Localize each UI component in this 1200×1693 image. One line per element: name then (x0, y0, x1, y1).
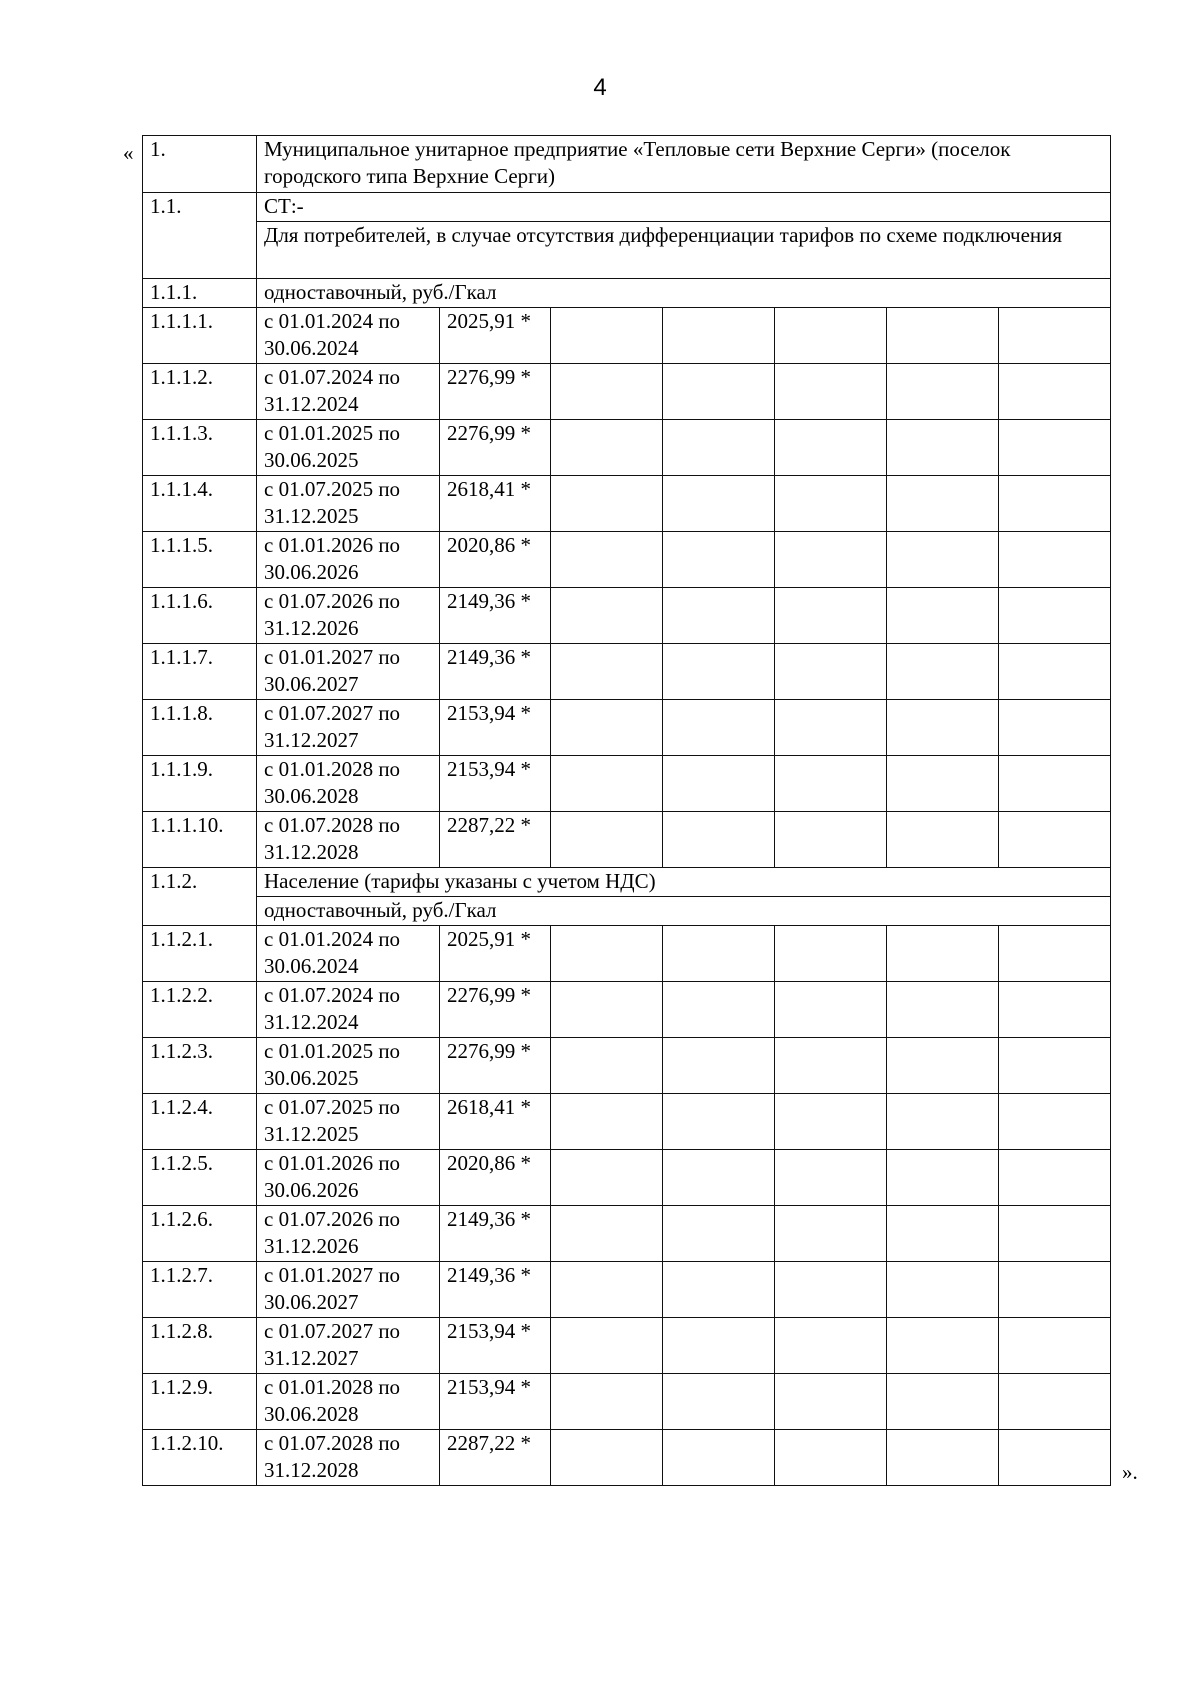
group2-header-row (143, 868, 1111, 897)
empty-cell (663, 588, 775, 644)
empty-cell (887, 532, 999, 588)
empty-cell (663, 1038, 775, 1094)
empty-cell (551, 364, 663, 420)
row-number: 1.1.1.10. (143, 812, 257, 868)
row-number: 1.1.1.7. (143, 644, 257, 700)
row-period: с 01.01.2028 по 30.06.2028 (257, 756, 440, 812)
row-value: 2153,94 * (440, 1318, 551, 1374)
empty-cell (663, 644, 775, 700)
tariff-row (143, 588, 1111, 644)
row-period: с 01.07.2024 по 31.12.2024 (257, 364, 440, 420)
tariff-row (143, 1318, 1111, 1374)
empty-cell (663, 1430, 775, 1486)
empty-cell (887, 588, 999, 644)
empty-cell (775, 1318, 887, 1374)
row-period: с 01.07.2025 по 31.12.2025 (257, 1094, 440, 1150)
empty-cell (551, 1374, 663, 1430)
row-number: 1.1.2.8. (143, 1318, 257, 1374)
empty-cell (775, 420, 887, 476)
org-name: Муниципальное унитарное предприятие «Тепловые сети Верхние Серги» (поселок городского типа Верхние Серги) (257, 136, 1111, 193)
empty-cell (663, 700, 775, 756)
tariff-row (143, 1038, 1111, 1094)
row-value: 2149,36 * (440, 1206, 551, 1262)
row-number: 1.1.2.1. (143, 926, 257, 982)
row-number: 1.1.1.2. (143, 364, 257, 420)
row-number: 1.1.2.4. (143, 1094, 257, 1150)
row-value: 2618,41 * (440, 1094, 551, 1150)
row-period: с 01.07.2028 по 31.12.2028 (257, 1430, 440, 1486)
empty-cell (999, 1038, 1111, 1094)
empty-cell (663, 476, 775, 532)
empty-cell (775, 1430, 887, 1486)
tariff-row (143, 308, 1111, 364)
row-value: 2153,94 * (440, 700, 551, 756)
empty-cell (551, 1094, 663, 1150)
empty-cell (887, 926, 999, 982)
row-number: 1.1.2.6. (143, 1206, 257, 1262)
row-value: 2025,91 * (440, 926, 551, 982)
row-value: 2149,36 * (440, 644, 551, 700)
empty-cell (775, 1262, 887, 1318)
row-number: 1.1.1.8. (143, 700, 257, 756)
empty-cell (775, 532, 887, 588)
empty-cell (887, 756, 999, 812)
empty-cell (999, 1262, 1111, 1318)
empty-cell (551, 756, 663, 812)
empty-cell (999, 1094, 1111, 1150)
group1-number: 1.1.1. (143, 279, 257, 308)
empty-cell (775, 308, 887, 364)
empty-cell (551, 308, 663, 364)
row-number: 1.1.2.2. (143, 982, 257, 1038)
empty-cell (999, 420, 1111, 476)
empty-cell (663, 532, 775, 588)
tariff-row (143, 1430, 1111, 1486)
tariff-row (143, 1206, 1111, 1262)
group2-title: Население (тарифы указаны с учетом НДС) (257, 868, 1111, 897)
empty-cell (663, 982, 775, 1038)
row-number: 1.1.2.10. (143, 1430, 257, 1486)
empty-cell (775, 756, 887, 812)
section-title: СТ:- (257, 193, 1111, 222)
tariff-row (143, 812, 1111, 868)
empty-cell (551, 1430, 663, 1486)
row-number: 1.1.2.9. (143, 1374, 257, 1430)
group2-label: одноставочный, руб./Гкал (257, 897, 1111, 926)
empty-cell (551, 644, 663, 700)
empty-cell (999, 926, 1111, 982)
opening-quote: « (123, 141, 134, 165)
section-row (143, 193, 1111, 222)
group2-number: 1.1.2. (143, 868, 257, 926)
tariff-row (143, 1094, 1111, 1150)
empty-cell (663, 1150, 775, 1206)
tariff-row (143, 1262, 1111, 1318)
row-number: 1.1.1.9. (143, 756, 257, 812)
row-value: 2618,41 * (440, 476, 551, 532)
empty-cell (775, 982, 887, 1038)
empty-cell (775, 812, 887, 868)
empty-cell (775, 1038, 887, 1094)
tariff-table (142, 135, 1111, 1486)
empty-cell (551, 1150, 663, 1206)
empty-cell (775, 1206, 887, 1262)
row-value: 2287,22 * (440, 812, 551, 868)
empty-cell (887, 1150, 999, 1206)
empty-cell (999, 1150, 1111, 1206)
empty-cell (999, 532, 1111, 588)
row-period: с 01.01.2026 по 30.06.2026 (257, 532, 440, 588)
row-number: 1.1.1.6. (143, 588, 257, 644)
empty-cell (887, 812, 999, 868)
empty-cell (551, 588, 663, 644)
empty-cell (663, 756, 775, 812)
row-value: 2025,91 * (440, 308, 551, 364)
row-period: с 01.01.2025 по 30.06.2025 (257, 420, 440, 476)
row-number: 1.1.1.3. (143, 420, 257, 476)
empty-cell (663, 364, 775, 420)
page-number: 4 (593, 74, 607, 101)
empty-cell (663, 1206, 775, 1262)
empty-cell (551, 420, 663, 476)
tariff-row (143, 982, 1111, 1038)
empty-cell (887, 420, 999, 476)
empty-cell (999, 1374, 1111, 1430)
row-value: 2153,94 * (440, 756, 551, 812)
empty-cell (663, 926, 775, 982)
empty-cell (551, 1206, 663, 1262)
empty-cell (887, 1094, 999, 1150)
empty-cell (887, 308, 999, 364)
empty-cell (663, 1094, 775, 1150)
empty-cell (775, 1094, 887, 1150)
group1-header-row (143, 279, 1111, 308)
section-subtitle-row (143, 222, 1111, 279)
row-value: 2149,36 * (440, 588, 551, 644)
empty-cell (775, 644, 887, 700)
row-period: с 01.07.2027 по 31.12.2027 (257, 1318, 440, 1374)
empty-cell (999, 1206, 1111, 1262)
row-period: с 01.01.2028 по 30.06.2028 (257, 1374, 440, 1430)
tariff-row (143, 476, 1111, 532)
empty-cell (663, 1318, 775, 1374)
row-value: 2276,99 * (440, 364, 551, 420)
row-number: 1.1.1.5. (143, 532, 257, 588)
empty-cell (887, 982, 999, 1038)
row-value: 2276,99 * (440, 982, 551, 1038)
row-number: 1.1.2.5. (143, 1150, 257, 1206)
row-period: с 01.07.2026 по 31.12.2026 (257, 588, 440, 644)
row-period: с 01.01.2026 по 30.06.2026 (257, 1150, 440, 1206)
row-number: 1.1.1.4. (143, 476, 257, 532)
empty-cell (663, 812, 775, 868)
section-subtitle: Для потребителей, в случае отсутствия дифференциации тарифов по схеме подключения (257, 222, 1111, 279)
empty-cell (551, 982, 663, 1038)
org-row (143, 136, 1111, 193)
row-value: 2287,22 * (440, 1430, 551, 1486)
empty-cell (887, 476, 999, 532)
empty-cell (663, 420, 775, 476)
empty-cell (775, 476, 887, 532)
empty-cell (999, 588, 1111, 644)
empty-cell (663, 1262, 775, 1318)
tariff-row (143, 420, 1111, 476)
empty-cell (887, 1318, 999, 1374)
empty-cell (775, 926, 887, 982)
row-value: 2149,36 * (440, 1262, 551, 1318)
empty-cell (775, 1150, 887, 1206)
empty-cell (887, 1430, 999, 1486)
empty-cell (999, 1430, 1111, 1486)
row-period: с 01.07.2026 по 31.12.2026 (257, 1206, 440, 1262)
empty-cell (551, 1038, 663, 1094)
empty-cell (887, 700, 999, 756)
row-value: 2020,86 * (440, 1150, 551, 1206)
tariff-row (143, 364, 1111, 420)
empty-cell (663, 308, 775, 364)
empty-cell (775, 364, 887, 420)
tariff-row (143, 644, 1111, 700)
empty-cell (775, 700, 887, 756)
tariff-row (143, 1374, 1111, 1430)
row-period: с 01.01.2025 по 30.06.2025 (257, 1038, 440, 1094)
empty-cell (551, 700, 663, 756)
tariff-row (143, 1150, 1111, 1206)
empty-cell (887, 1206, 999, 1262)
row-period: с 01.01.2024 по 30.06.2024 (257, 308, 440, 364)
empty-cell (999, 644, 1111, 700)
empty-cell (663, 1374, 775, 1430)
empty-cell (999, 756, 1111, 812)
row-value: 2153,94 * (440, 1374, 551, 1430)
row-value: 2276,99 * (440, 420, 551, 476)
empty-cell (551, 476, 663, 532)
row-period: с 01.07.2027 по 31.12.2027 (257, 700, 440, 756)
row-period: с 01.01.2024 по 30.06.2024 (257, 926, 440, 982)
tariff-row (143, 756, 1111, 812)
empty-cell (999, 700, 1111, 756)
group1-label: одноставочный, руб./Гкал (257, 279, 1111, 308)
empty-cell (887, 644, 999, 700)
row-period: с 01.07.2028 по 31.12.2028 (257, 812, 440, 868)
empty-cell (887, 1374, 999, 1430)
tariff-row (143, 532, 1111, 588)
empty-cell (551, 812, 663, 868)
row-period: с 01.01.2027 по 30.06.2027 (257, 644, 440, 700)
empty-cell (999, 1318, 1111, 1374)
row-period: с 01.07.2024 по 31.12.2024 (257, 982, 440, 1038)
empty-cell (999, 476, 1111, 532)
empty-cell (775, 588, 887, 644)
row-value: 2276,99 * (440, 1038, 551, 1094)
empty-cell (551, 532, 663, 588)
empty-cell (551, 1262, 663, 1318)
group2-label-row (143, 897, 1111, 926)
row-number: 1.1.2.7. (143, 1262, 257, 1318)
empty-cell (887, 1262, 999, 1318)
empty-cell (999, 982, 1111, 1038)
empty-cell (999, 812, 1111, 868)
row-period: с 01.07.2025 по 31.12.2025 (257, 476, 440, 532)
empty-cell (887, 364, 999, 420)
empty-cell (775, 1374, 887, 1430)
row-value: 2020,86 * (440, 532, 551, 588)
empty-cell (999, 364, 1111, 420)
closing-quote: ». (1122, 1460, 1138, 1484)
section-number: 1.1. (143, 193, 257, 279)
row-number: 1.1.1.1. (143, 308, 257, 364)
tariff-row (143, 700, 1111, 756)
row-period: с 01.01.2027 по 30.06.2027 (257, 1262, 440, 1318)
row-number: 1.1.2.3. (143, 1038, 257, 1094)
org-number: 1. (143, 136, 257, 193)
tariff-row (143, 926, 1111, 982)
empty-cell (551, 926, 663, 982)
empty-cell (551, 1318, 663, 1374)
empty-cell (999, 308, 1111, 364)
empty-cell (887, 1038, 999, 1094)
